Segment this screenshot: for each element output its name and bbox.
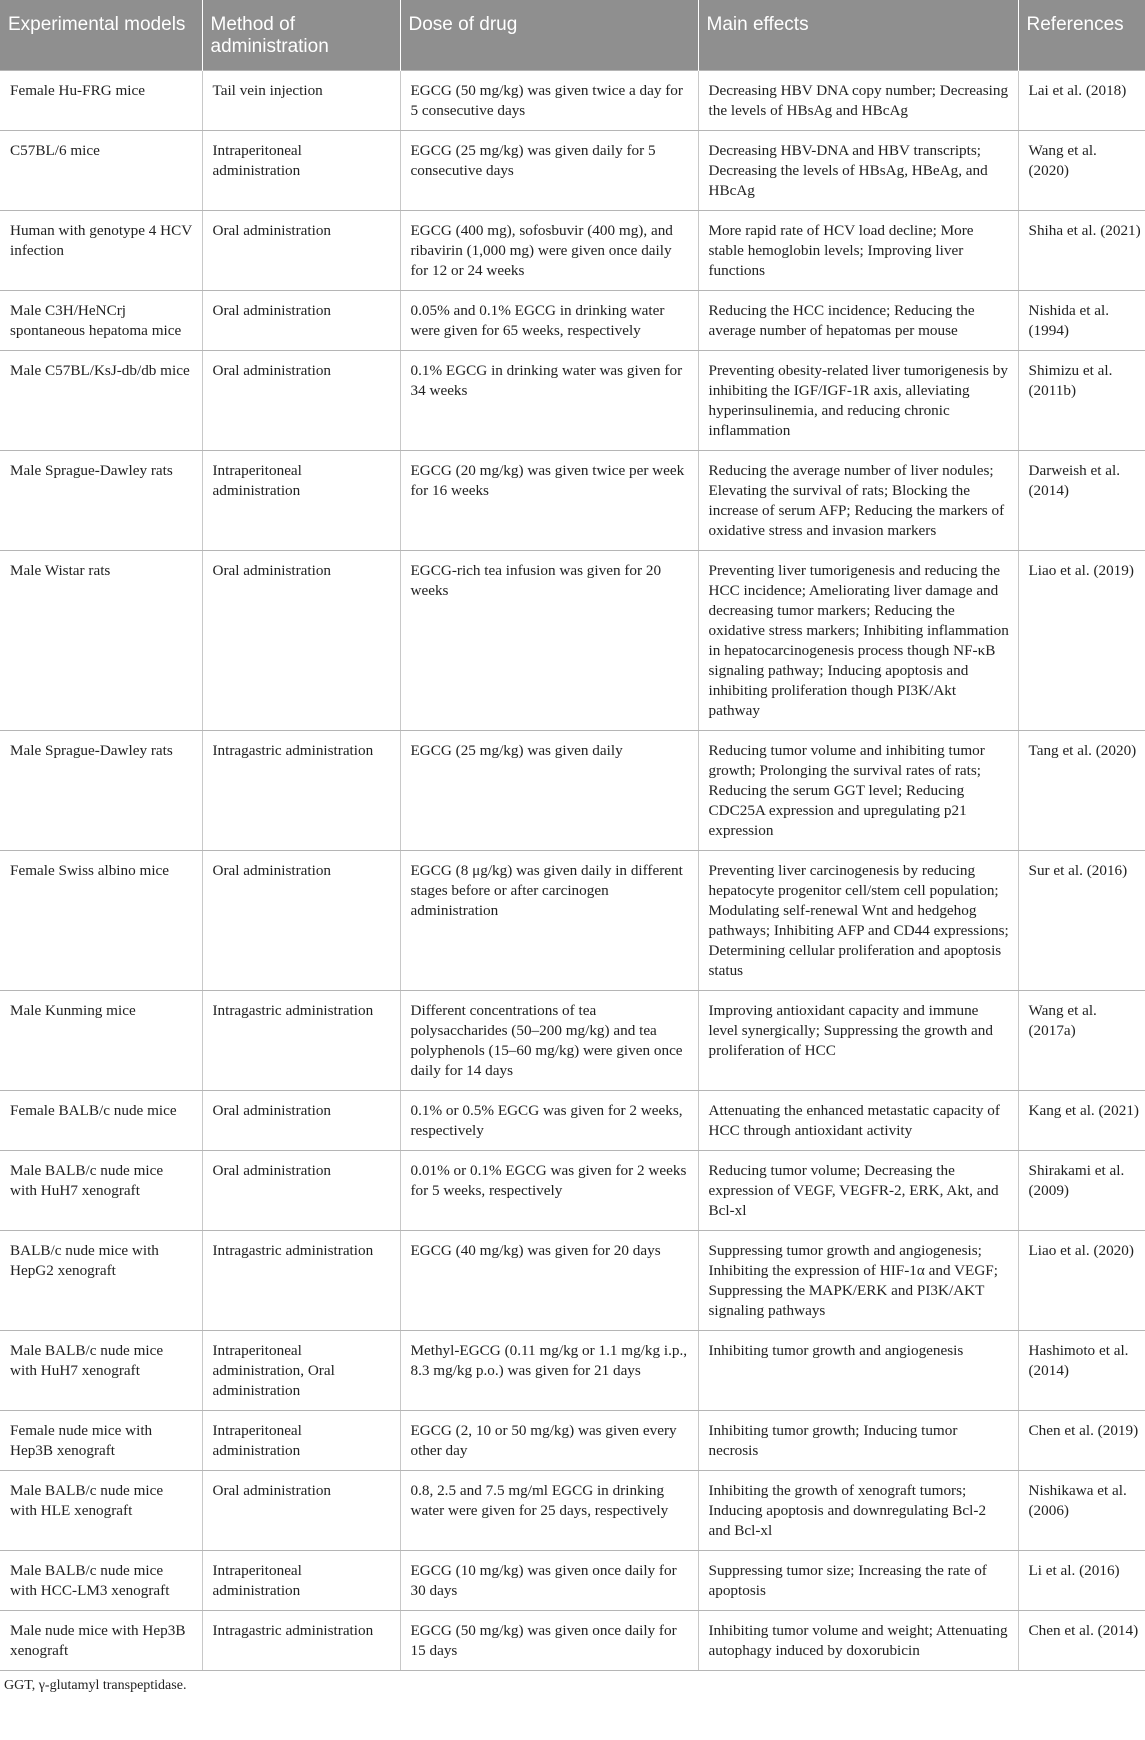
- administration-method-cell: Intragastric administration: [202, 1231, 400, 1331]
- table-row: [0, 71, 1145, 131]
- reference-cell: Tang et al. (2020): [1018, 731, 1145, 851]
- administration-method-cell: Oral administration: [202, 1091, 400, 1151]
- reference-cell: Shimizu et al. (2011b): [1018, 351, 1145, 451]
- table-row: [0, 731, 1145, 851]
- administration-method-cell: Oral administration: [202, 1471, 400, 1551]
- table-row: [0, 1471, 1145, 1551]
- table-row: [0, 1551, 1145, 1611]
- table-row: [0, 1151, 1145, 1231]
- reference-cell: Wang et al. (2020): [1018, 131, 1145, 211]
- experimental-model-cell: Male Sprague-Dawley rats: [0, 731, 202, 851]
- dose-cell: EGCG (400 mg), sofosbuvir (400 mg), and ribavirin (1,000 mg) were given once daily for 12 or 24 weeks: [400, 211, 698, 291]
- experimental-model-cell: Male BALB/c nude mice with HCC-LM3 xenograft: [0, 1551, 202, 1611]
- table-row: [0, 1331, 1145, 1411]
- table-row: [0, 451, 1145, 551]
- administration-method-cell: Intragastric administration: [202, 731, 400, 851]
- main-effects-cell: Reducing the average number of liver nodules; Elevating the survival of rats; Blocking the increase of serum AFP; Reducing the markers of oxidative stress and invasion markers: [698, 451, 1018, 551]
- dose-cell: 0.1% or 0.5% EGCG was given for 2 weeks, respectively: [400, 1091, 698, 1151]
- main-effects-cell: Preventing liver tumorigenesis and reducing the HCC incidence; Ameliorating liver damage and decreasing tumor markers; Reducing the oxidative stress markers; Inhibiting inflammation in hepatocarcinogenesis process though NF-κB signaling pathway; Inducing apoptosis and inhibiting proliferation though PI3K/Akt pathway: [698, 551, 1018, 731]
- reference-cell: Chen et al. (2014): [1018, 1611, 1145, 1671]
- experimental-model-cell: Female Hu-FRG mice: [0, 71, 202, 131]
- reference-cell: Lai et al. (2018): [1018, 71, 1145, 131]
- dose-cell: EGCG (40 mg/kg) was given for 20 days: [400, 1231, 698, 1331]
- table-row: [0, 1091, 1145, 1151]
- reference-cell: Liao et al. (2019): [1018, 551, 1145, 731]
- dose-cell: EGCG (2, 10 or 50 mg/kg) was given every other day: [400, 1411, 698, 1471]
- administration-method-cell: Oral administration: [202, 1151, 400, 1231]
- experimental-model-cell: Female BALB/c nude mice: [0, 1091, 202, 1151]
- reference-cell: Liao et al. (2020): [1018, 1231, 1145, 1331]
- administration-method-cell: Intraperitoneal administration, Oral administration: [202, 1331, 400, 1411]
- dose-cell: 0.1% EGCG in drinking water was given for 34 weeks: [400, 351, 698, 451]
- reference-cell: Nishida et al. (1994): [1018, 291, 1145, 351]
- reference-cell: Sur et al. (2016): [1018, 851, 1145, 991]
- dose-cell: EGCG (10 mg/kg) was given once daily for 30 days: [400, 1551, 698, 1611]
- reference-cell: Darweish et al. (2014): [1018, 451, 1145, 551]
- main-effects-cell: Improving antioxidant capacity and immune level synergically; Suppressing the growth and proliferation of HCC: [698, 991, 1018, 1091]
- administration-method-cell: Intragastric administration: [202, 1611, 400, 1671]
- experimental-model-cell: Male BALB/c nude mice with HuH7 xenograft: [0, 1331, 202, 1411]
- table-row: [0, 291, 1145, 351]
- experimental-model-cell: Male Kunming mice: [0, 991, 202, 1091]
- reference-cell: Hashimoto et al. (2014): [1018, 1331, 1145, 1411]
- dose-cell: EGCG-rich tea infusion was given for 20 weeks: [400, 551, 698, 731]
- dose-cell: 0.05% and 0.1% EGCG in drinking water were given for 65 weeks, respectively: [400, 291, 698, 351]
- table-row: [0, 551, 1145, 731]
- administration-method-cell: Oral administration: [202, 291, 400, 351]
- table-row: [0, 851, 1145, 991]
- table-row: [0, 1231, 1145, 1331]
- dose-cell: EGCG (25 mg/kg) was given daily: [400, 731, 698, 851]
- dose-cell: EGCG (50 mg/kg) was given twice a day for 5 consecutive days: [400, 71, 698, 131]
- administration-method-cell: Oral administration: [202, 551, 400, 731]
- header-experimental-models: Experimental models: [0, 0, 202, 71]
- administration-method-cell: Intraperitoneal administration: [202, 1551, 400, 1611]
- dose-cell: EGCG (8 μg/kg) was given daily in different stages before or after carcinogen administration: [400, 851, 698, 991]
- main-effects-cell: Inhibiting tumor growth; Inducing tumor necrosis: [698, 1411, 1018, 1471]
- main-effects-cell: Suppressing tumor growth and angiogenesis; Inhibiting the expression of HIF-1α and VEGF; Suppressing the MAPK/ERK and PI3K/AKT signaling pathways: [698, 1231, 1018, 1331]
- administration-method-cell: Intragastric administration: [202, 991, 400, 1091]
- reference-cell: Chen et al. (2019): [1018, 1411, 1145, 1471]
- main-effects-cell: Reducing tumor volume and inhibiting tumor growth; Prolonging the survival rates of rats; Reducing the serum GGT level; Reducing CDC25A expression and upregulating p21 expression: [698, 731, 1018, 851]
- main-effects-cell: Inhibiting tumor volume and weight; Attenuating autophagy induced by doxorubicin: [698, 1611, 1018, 1671]
- table-row: [0, 991, 1145, 1091]
- experimental-model-cell: Male nude mice with Hep3B xenograft: [0, 1611, 202, 1671]
- main-effects-cell: Reducing tumor volume; Decreasing the expression of VEGF, VEGFR-2, ERK, Akt, and Bcl-xl: [698, 1151, 1018, 1231]
- main-effects-cell: Suppressing tumor size; Increasing the rate of apoptosis: [698, 1551, 1018, 1611]
- administration-method-cell: Intraperitoneal administration: [202, 1411, 400, 1471]
- main-effects-cell: More rapid rate of HCV load decline; More stable hemoglobin levels; Improving liver functions: [698, 211, 1018, 291]
- dose-cell: 0.8, 2.5 and 7.5 mg/ml EGCG in drinking water were given for 25 days, respectively: [400, 1471, 698, 1551]
- table-row: [0, 351, 1145, 451]
- table-row: [0, 1611, 1145, 1671]
- administration-method-cell: Intraperitoneal administration: [202, 451, 400, 551]
- dose-cell: Methyl-EGCG (0.11 mg/kg or 1.1 mg/kg i.p., 8.3 mg/kg p.o.) was given for 21 days: [400, 1331, 698, 1411]
- experimental-model-cell: Male C57BL/KsJ-db/db mice: [0, 351, 202, 451]
- main-effects-cell: Preventing liver carcinogenesis by reducing hepatocyte progenitor cell/stem cell population; Modulating self-renewal Wnt and hedgehog pathways; Inhibiting AFP and CD44 expressions; Determining cellular proliferation and apoptosis status: [698, 851, 1018, 991]
- table-body: [0, 71, 1145, 1671]
- experimental-model-cell: Male Sprague-Dawley rats: [0, 451, 202, 551]
- header-references: References: [1018, 0, 1145, 71]
- reference-cell: Kang et al. (2021): [1018, 1091, 1145, 1151]
- table-row: [0, 1411, 1145, 1471]
- experimental-model-cell: Female nude mice with Hep3B xenograft: [0, 1411, 202, 1471]
- table-header: [0, 0, 1145, 71]
- experimental-model-cell: Male Wistar rats: [0, 551, 202, 731]
- dose-cell: EGCG (25 mg/kg) was given daily for 5 consecutive days: [400, 131, 698, 211]
- experimental-model-cell: Male BALB/c nude mice with HuH7 xenograft: [0, 1151, 202, 1231]
- experimental-model-cell: Male BALB/c nude mice with HLE xenograft: [0, 1471, 202, 1551]
- reference-cell: Li et al. (2016): [1018, 1551, 1145, 1611]
- reference-cell: Nishikawa et al. (2006): [1018, 1471, 1145, 1551]
- table-footnote: GGT, γ-glutamyl transpeptidase.: [4, 1678, 187, 1693]
- dose-cell: EGCG (20 mg/kg) was given twice per week for 16 weeks: [400, 451, 698, 551]
- main-effects-cell: Inhibiting tumor growth and angiogenesis: [698, 1331, 1018, 1411]
- reference-cell: Wang et al. (2017a): [1018, 991, 1145, 1091]
- main-effects-cell: Preventing obesity-related liver tumorigenesis by inhibiting the IGF/IGF-1R axis, alleviating hyperinsulinemia, and reducing chronic inflammation: [698, 351, 1018, 451]
- header-row: [0, 0, 1145, 71]
- table-row: [0, 131, 1145, 211]
- main-effects-cell: Reducing the HCC incidence; Reducing the average number of hepatomas per mouse: [698, 291, 1018, 351]
- header-dose-of-drug: Dose of drug: [400, 0, 698, 71]
- reference-cell: Shiha et al. (2021): [1018, 211, 1145, 291]
- dose-cell: Different concentrations of tea polysaccharides (50–200 mg/kg) and tea polyphenols (15–60 mg/kg) were given once daily for 14 days: [400, 991, 698, 1091]
- header-main-effects: Main effects: [698, 0, 1018, 71]
- experimental-model-cell: C57BL/6 mice: [0, 131, 202, 211]
- administration-method-cell: Oral administration: [202, 211, 400, 291]
- administration-method-cell: Oral administration: [202, 851, 400, 991]
- reference-cell: Shirakami et al. (2009): [1018, 1151, 1145, 1231]
- experimental-model-cell: Human with genotype 4 HCV infection: [0, 211, 202, 291]
- experimental-model-cell: BALB/c nude mice with HepG2 xenograft: [0, 1231, 202, 1331]
- administration-method-cell: Intraperitoneal administration: [202, 131, 400, 211]
- table-row: [0, 211, 1145, 291]
- administration-method-cell: Tail vein injection: [202, 71, 400, 131]
- dose-cell: EGCG (50 mg/kg) was given once daily for 15 days: [400, 1611, 698, 1671]
- dose-cell: 0.01% or 0.1% EGCG was given for 2 weeks for 5 weeks, respectively: [400, 1151, 698, 1231]
- main-effects-cell: Inhibiting the growth of xenograft tumors; Inducing apoptosis and downregulating Bcl-2 and Bcl-xl: [698, 1471, 1018, 1551]
- administration-method-cell: Oral administration: [202, 351, 400, 451]
- main-effects-cell: Decreasing HBV DNA copy number; Decreasing the levels of HBsAg and HBcAg: [698, 71, 1018, 131]
- experimental-model-cell: Male C3H/HeNCrj spontaneous hepatoma mice: [0, 291, 202, 351]
- header-method-of-administration: Method of administration: [202, 0, 400, 71]
- main-effects-cell: Decreasing HBV-DNA and HBV transcripts; Decreasing the levels of HBsAg, HBeAg, and HBcAg: [698, 131, 1018, 211]
- main-effects-cell: Attenuating the enhanced metastatic capacity of HCC through antioxidant activity: [698, 1091, 1018, 1151]
- experimental-model-cell: Female Swiss albino mice: [0, 851, 202, 991]
